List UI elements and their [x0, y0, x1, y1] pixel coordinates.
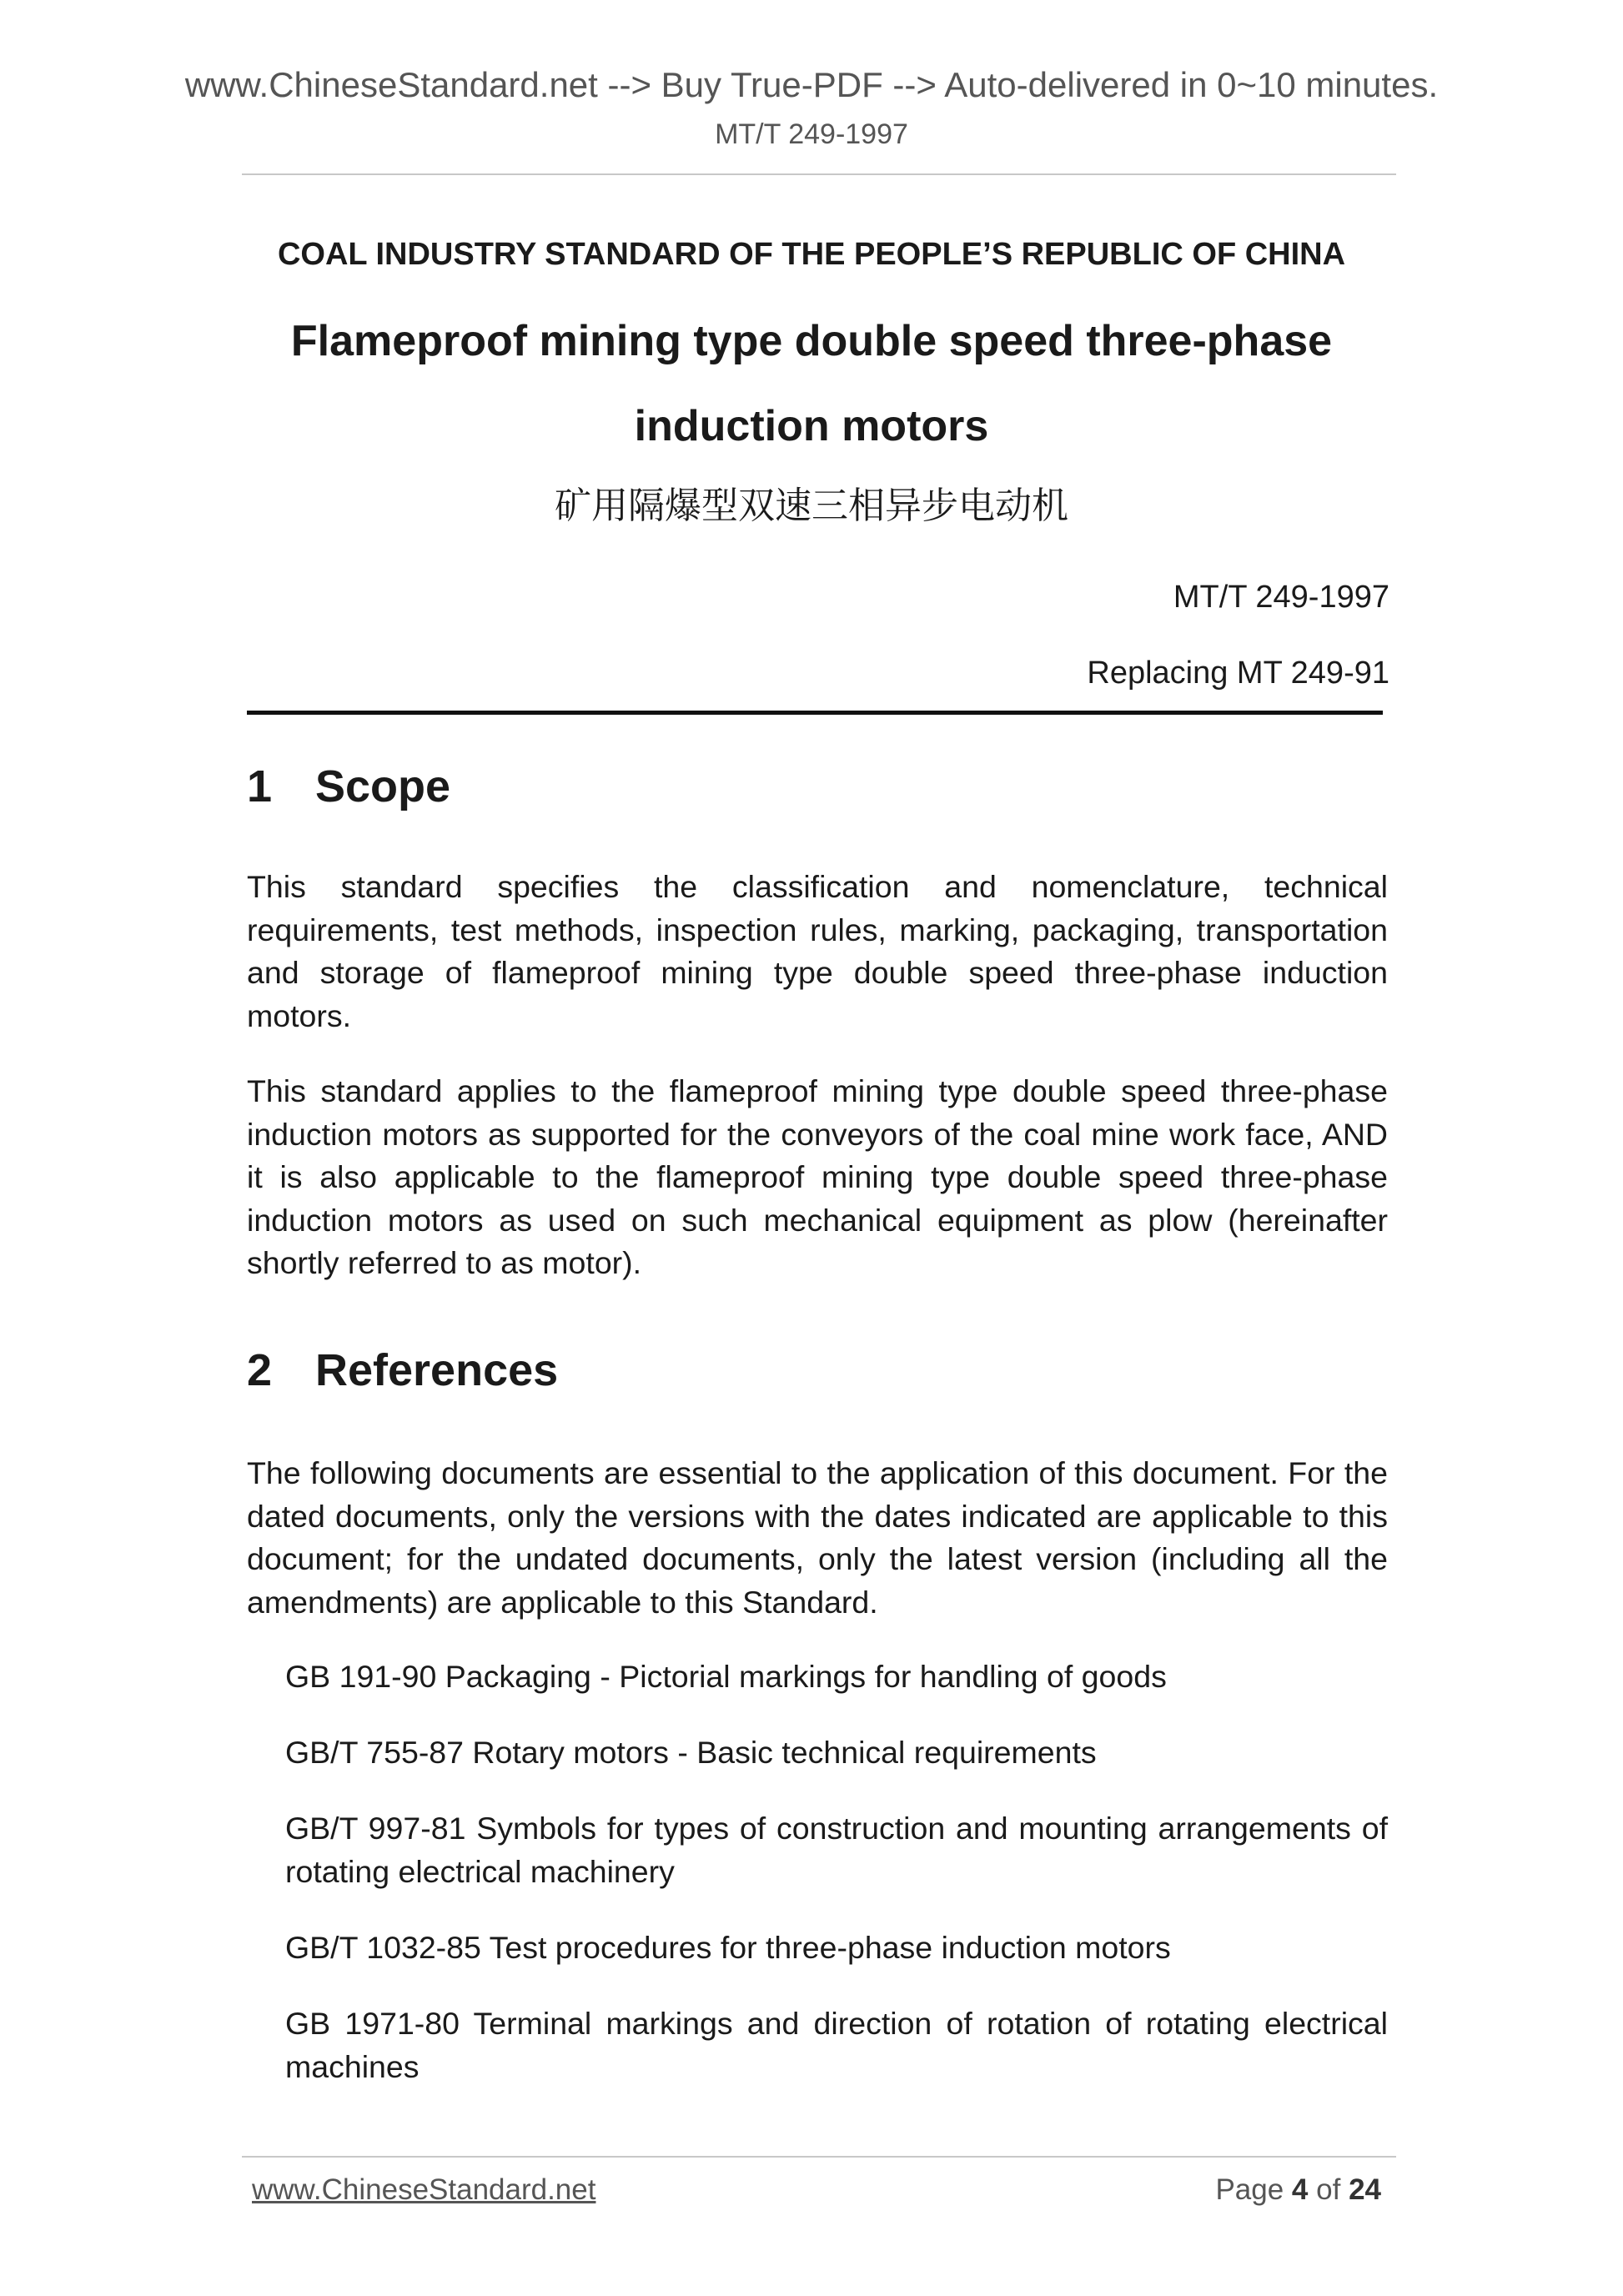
chinese-title: 矿用隔爆型双速三相异步电动机 [555, 485, 1068, 527]
header-promo-link[interactable]: www.ChineseStandard.net --> Buy True-PDF --> Auto-delivered in 0~10 minutes. [184, 65, 1439, 104]
section-number: 2 [247, 1345, 273, 1395]
scope-paragraph-2: This standard applies to the flameproof mining type double speed three-phase induction motors as supported for the conveyors of the coal mine work face, AND it is also applicable to the flameproof mining type double speed three-phase induction motors as used on such mechanical equipment as plow (hereinafter shortly referred to as motor). [247, 1073, 1388, 1280]
replacing-note: Replacing MT 249-91 [1087, 656, 1389, 691]
standard-code: MT/T 249-1997 [1173, 580, 1389, 615]
standard-type-heading: COAL INDUSTRY STANDARD OF THE PEOPLE’S REPUBLIC OF CHINA [277, 237, 1346, 272]
page-label: Page [1215, 2173, 1284, 2206]
page-number [1215, 2173, 1381, 2207]
reference-item: GB/T 1032-85 Test procedures for three-phase induction motors [285, 1930, 1171, 1965]
reference-item: GB/T 755-87 Rotary motors - Basic technical requirements [285, 1735, 1097, 1770]
title-divider [247, 711, 1383, 715]
document-title [0, 299, 1623, 469]
page-total: 24 [1349, 2173, 1381, 2206]
section-number: 1 [247, 761, 273, 811]
document-title-line-1: Flameproof mining type double speed three-phase [290, 317, 1333, 365]
reference-item: GB/T 997-81 Symbols for types of construction and mounting arrangements of rotating electrical machinery [285, 1811, 1388, 1889]
section-heading-scope [247, 761, 450, 812]
section-title: Scope [315, 761, 451, 811]
document-title-line-2: induction motors [634, 402, 989, 450]
footer-site-link[interactable]: www.ChineseStandard.net [252, 2173, 596, 2206]
footer-divider [242, 2156, 1396, 2158]
page-current: 4 [1291, 2173, 1309, 2206]
section-title: References [315, 1345, 559, 1395]
header-doc-code: MT/T 249-1997 [715, 118, 908, 150]
header-divider [242, 173, 1396, 175]
references-intro-paragraph: The following documents are essential to the application of this document. For the dated documents, only the versions with the dates indicated are applicable to this document; for the undated documents, only the latest version (including all the amendments) are applicable to this Standard. [247, 1455, 1388, 1620]
reference-item: GB 1971-80 Terminal markings and direction of rotation of rotating electrical machines [285, 2006, 1388, 2084]
scope-paragraph-1: This standard specifies the classification and nomenclature, technical requirements, test methods, inspection rules, marking, packaging, transportation and storage of flameproof mining type double speed three-phase induction motors. [247, 869, 1388, 1033]
reference-item: GB 191-90 Packaging - Pictorial markings for handling of goods [285, 1659, 1167, 1694]
page-of: of [1316, 2173, 1341, 2206]
section-heading-references [247, 1344, 558, 1396]
